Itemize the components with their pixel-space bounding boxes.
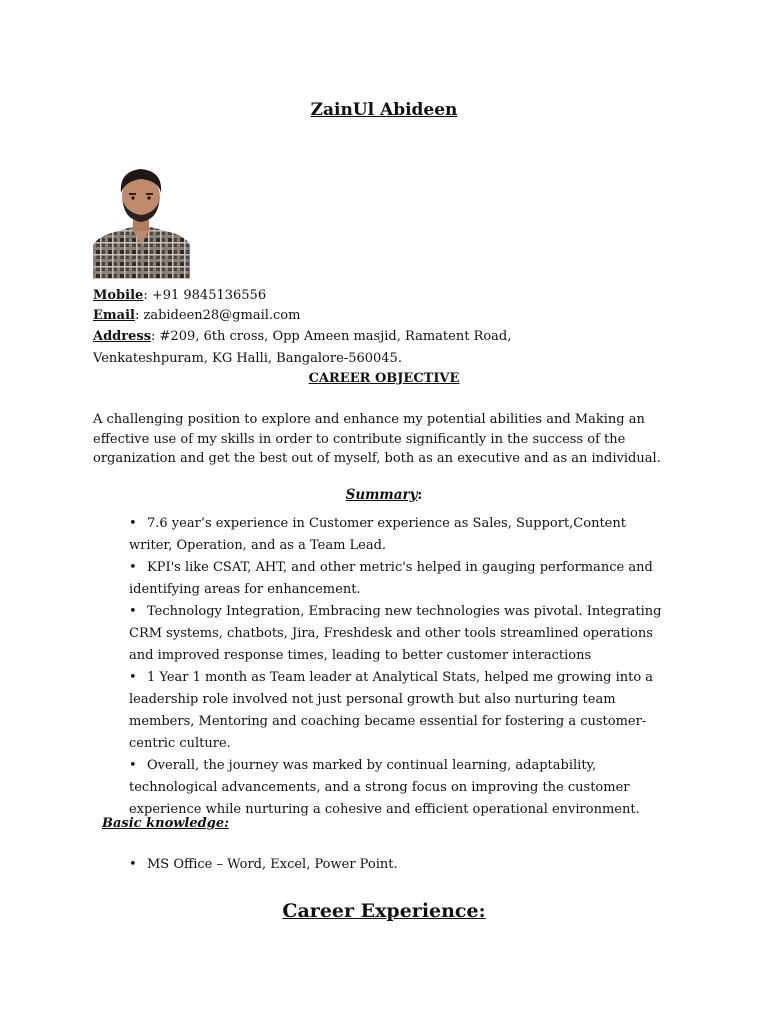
address-label: Address (93, 329, 152, 344)
summary-item (129, 601, 669, 667)
summary-item (129, 755, 669, 821)
bullet-icon: • (129, 670, 137, 685)
mobile-value: : +91 9845136556 (143, 288, 267, 303)
bullet-icon: • (129, 758, 137, 773)
basic-knowledge-heading: Basic knowledge: (102, 816, 229, 831)
email-line (93, 306, 300, 326)
address-line (93, 327, 511, 347)
mobile-label: Mobile (93, 288, 144, 303)
basic-knowledge-list (129, 855, 398, 875)
basic-knowledge-item (129, 855, 398, 875)
summary-list (129, 513, 669, 821)
address-value-line1: : #209, 6th cross, Opp Ameen masjid, Ramatent Road, (151, 329, 512, 344)
profile-photo (93, 163, 190, 279)
bullet-icon: • (129, 516, 137, 531)
basic-knowledge-item-text: MS Office – Word, Excel, Power Point. (147, 857, 398, 872)
summary-item-text: Overall, the journey was marked by continual learning, adaptability, technological advancements, and a strong focus on improving the customer experience while nurturing a cohesive and efficient operational environment. (129, 758, 640, 817)
summary-heading (0, 487, 768, 503)
profile-photo-image (93, 163, 190, 279)
bullet-icon: • (129, 604, 137, 619)
summary-item-text: 7.6 year’s experience in Customer experience as Sales, Support,Content writer, Operation, and as a Team Lead. (129, 516, 626, 553)
bullet-icon: • (129, 857, 137, 872)
summary-item-text: KPI's like CSAT, AHT, and other metric's helped in gauging performance and identifying areas for enhancement. (129, 560, 653, 597)
mobile-line (93, 286, 266, 306)
summary-item (129, 557, 669, 601)
summary-item (129, 667, 669, 755)
resume-name: ZainUl Abideen (310, 100, 458, 120)
summary-item-text: Technology Integration, Embracing new technologies was pivotal. Integrating CRM systems, chatbots, Jira, Freshdesk and other tools streamlined operations and improved response times, leading to better customer interactions (129, 604, 662, 663)
bullet-icon: • (129, 560, 137, 575)
summary-item-text: 1 Year 1 month as Team leader at Analytical Stats, helped me growing into a leadership role involved not just personal growth but also nurturing team members, Mentoring and coaching became essential for fostering a customer-centric culture. (129, 670, 654, 751)
career-objective-text: A challenging position to explore and enhance my potential abilities and Making an effective use of my skills in order to contribute significantly in the success of the organization and get the best out of myself, both as an executive and as an individual. (93, 412, 661, 466)
summary-item (129, 513, 669, 557)
email-label: Email (93, 308, 135, 323)
address-line2: Venkateshpuram, KG Halli, Bangalore-560045. (93, 351, 402, 366)
career-objective-heading: CAREER OBJECTIVE (308, 371, 460, 386)
summary-heading-colon: : (417, 487, 423, 503)
career-experience-heading: Career Experience: (282, 900, 486, 922)
email-value: : zabideen28@gmail.com (134, 308, 301, 323)
summary-heading-text: Summary (345, 487, 418, 503)
